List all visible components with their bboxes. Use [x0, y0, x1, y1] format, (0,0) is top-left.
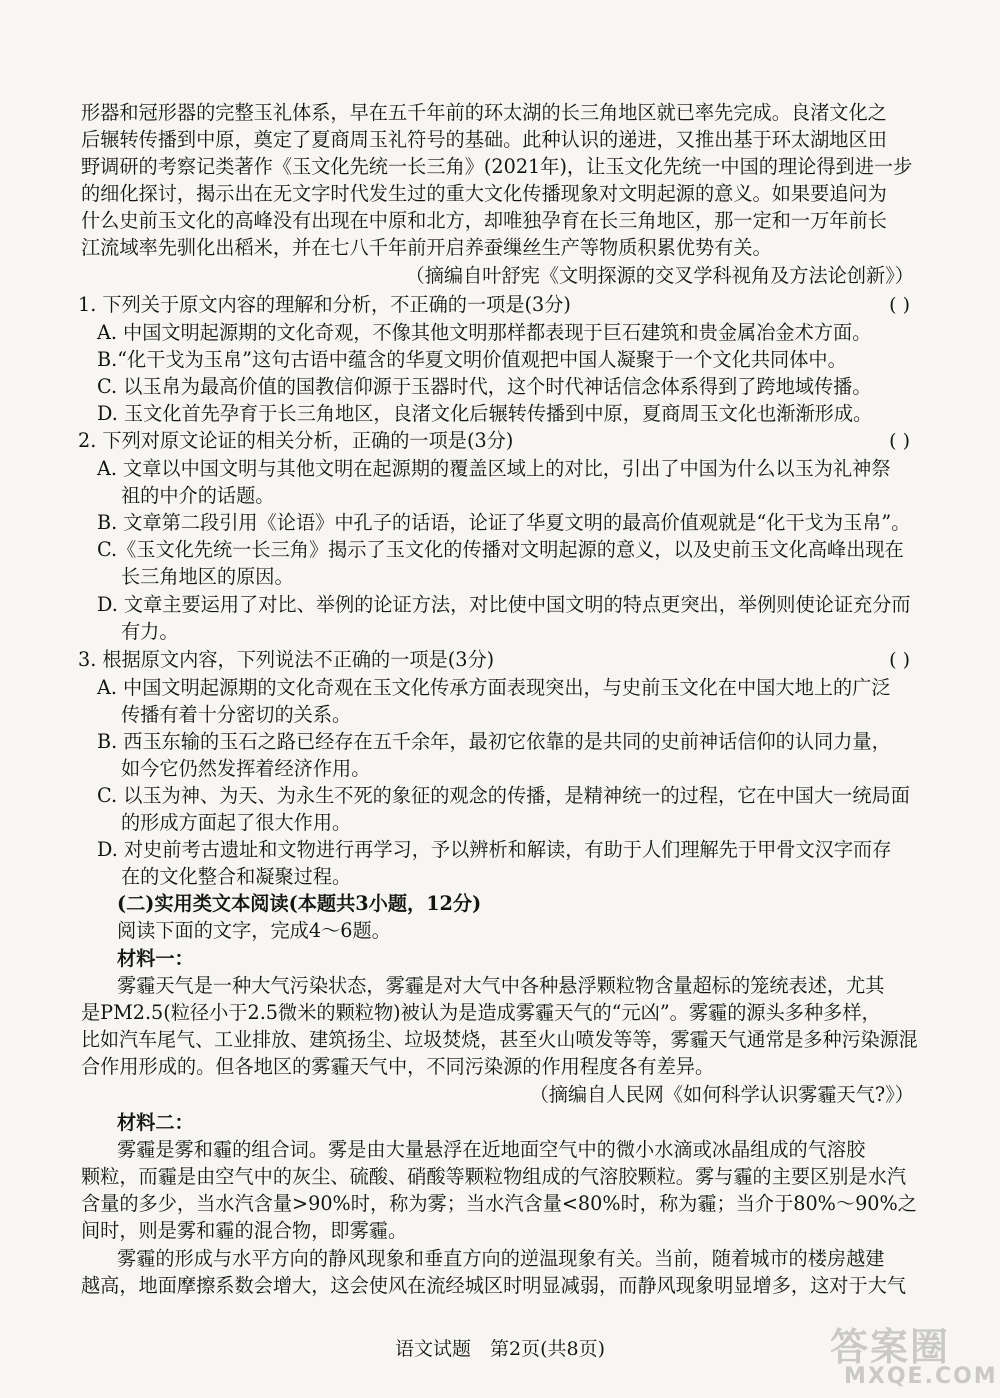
answer-bracket: ( )	[889, 430, 910, 452]
material-2-line: 含量的多少，当水汽含量>90%时，称为雾；当水汽含量<80%时，称为霾；当介于80%～90%之	[81, 1192, 917, 1215]
material-2-line: 雾霾的形成与水平方向的静风现象和垂直方向的逆温现象有关。当前，随着城市的楼房越建	[117, 1247, 885, 1270]
material-1-line: 雾霾天气是一种大气污染状态，雾霾是对大气中各种悬浮颗粒物含量超标的笼统表述，尤其	[117, 974, 885, 997]
material-2-line: 雾霾是雾和霾的组合词。雾是由大量悬浮在近地面空气中的微小水滴或冰晶组成的气溶胶	[117, 1138, 866, 1161]
q1-option-d: D. 玉文化首先孕育于长三角地区，良渚文化后辗转传播到中原，夏商周玉文化也渐渐形成。	[97, 402, 873, 425]
q3-option-line: 在的文化整合和凝聚过程。	[121, 865, 352, 888]
q1-option-c: C. 以玉帛为最高价值的国教信仰源于玉器时代，这个时代神话信念体系得到了跨地域传播。	[97, 375, 872, 398]
q3-option-line: 如今它仍然发挥着经济作用。	[121, 757, 371, 780]
page-footer: 语文试题 第2页(共8页)	[394, 1338, 605, 1360]
passage-line: 形器和冠形器的完整玉礼体系，早在五千年前的环太湖的长三角地区就已率先完成。良渚文化之	[81, 101, 887, 124]
passage-line: 的细化探讨，揭示出在无文字时代发生过的重大文化传播现象对文明起源的意义。如果要追问为	[81, 182, 887, 205]
question-1-stem: 1. 下列关于原文内容的理解和分析，不正确的一项是(3分)	[78, 293, 571, 316]
watermark-url: MXQE.COM	[844, 1364, 998, 1389]
q3-option-line: 传播有着十分密切的关系。	[121, 703, 352, 726]
q2-option-line: C.《玉文化先统一长三角》揭示了玉文化的传播对文明起源的意义，以及史前玉文化高峰出现在	[97, 538, 904, 561]
watermark-logo	[814, 1316, 998, 1392]
q3-option-line: A. 中国文明起源期的文化奇观在玉文化传承方面表现突出，与史前玉文化在中国大地上的广泛	[97, 676, 891, 699]
answer-bracket: ( )	[889, 649, 910, 671]
q3-option-line: B. 西玉东输的玉石之路已经存在五千余年，最初它依靠的是共同的史前神话信仰的认同力量，	[97, 730, 891, 753]
q2-option-line: 有力。	[121, 620, 179, 643]
passage-line: 后辗转传播到中原，奠定了夏商周玉礼符号的基础。此种认识的递进，又推出基于环太湖地区田	[81, 128, 887, 151]
watermark-text: 答案圈	[830, 1325, 951, 1369]
material-2-line: 越高，地面摩擦系数会增大，这会使风在流经城区时明显减弱，而静风现象明显增多，这对于大气	[81, 1274, 907, 1297]
passage-line: 江流域率先驯化出稻米，并在七八千年前开启养蚕缫丝生产等物质积累优势有关。	[81, 236, 772, 259]
material-2-line: 颗粒，而霾是由空气中的灰尘、硫酸、硝酸等颗粒物组成的气溶胶颗粒。雾与霾的主要区别是水汽	[81, 1165, 907, 1188]
material-1-line: 比如汽车尾气、工业排放、建筑扬尘、垃圾焚烧，甚至火山喷发等等，雾霾天气通常是多种污染源混	[81, 1028, 918, 1051]
q1-option-a: A. 中国文明起源期的文化奇观，不像其他文明那样都表现于巨石建筑和贵金属冶金术方面。	[97, 321, 872, 344]
section-instruction: 阅读下面的文字，完成4～6题。	[117, 919, 391, 942]
q2-option-line: D. 文章主要运用了对比、举例的论证方法，对比使中国文明的特点更突出，举例则使论证充分而	[97, 593, 911, 616]
material-1-line: 是PM2.5(粒径小于2.5微米的颗粒物)被认为是造成雾霾天气的“元凶”。雾霾的源头多种多样，	[81, 1001, 881, 1024]
q3-option-line: C. 以玉为神、为天、为永生不死的象征的观念的传播，是精神统一的过程，它在中国大一统局面	[97, 784, 910, 807]
q1-option-b: B.“化干戈为玉帛”这句古语中蕴含的华夏文明价值观把中国人凝聚于一个文化共同体中。	[97, 348, 847, 371]
q2-option-line: B. 文章第二段引用《论语》中孔子的话语，论证了华夏文明的最高价值观就是“化干戈为玉帛”。	[97, 511, 911, 534]
q2-option-line: A. 文章以中国文明与其他文明在起源期的覆盖区域上的对比，引出了中国为什么以玉为礼神祭	[97, 457, 891, 480]
source-citation: （摘编自人民网《如何科学认识雾霾天气?》）	[529, 1083, 914, 1106]
material-2-title: 材料二：	[117, 1111, 194, 1134]
material-2-line: 间时，则是雾和霾的混合物，即雾霾。	[81, 1219, 408, 1242]
section-heading: (二)实用类文本阅读(本题共3小题，12分)	[117, 892, 482, 915]
passage-line: 野调研的考察记类著作《玉文化先统一长三角》(2021年)，让玉文化先统一中国的理论得到进一步	[81, 155, 913, 178]
q3-option-line: 的形成方面起了很大作用。	[121, 811, 352, 834]
q3-option-line: D. 对史前考古遗址和文物进行再学习，予以辨析和解读，有助于人们理解先于甲骨文汉字而存	[97, 838, 892, 861]
source-citation: （摘编自叶舒宪《文明探源的交叉学科视角及方法论创新》）	[405, 264, 914, 287]
material-1-title: 材料一：	[117, 947, 194, 970]
answer-bracket: ( )	[889, 294, 910, 316]
q2-option-line: 祖的中介的话题。	[121, 484, 275, 507]
question-2-stem: 2. 下列对原文论证的相关分析，正确的一项是(3分)	[78, 429, 514, 452]
material-1-line: 合作用形成的。但各地区的雾霾天气中，不同污染源的作用程度各有差异。	[81, 1055, 715, 1078]
question-3-stem: 3. 根据原文内容，下列说法不正确的一项是(3分)	[78, 648, 495, 671]
passage-line: 什么史前玉文化的高峰没有出现在中原和北方，却唯独孕育在长三角地区，那一定和一万年前长	[81, 209, 887, 232]
q2-option-line: 长三角地区的原因。	[121, 565, 294, 588]
